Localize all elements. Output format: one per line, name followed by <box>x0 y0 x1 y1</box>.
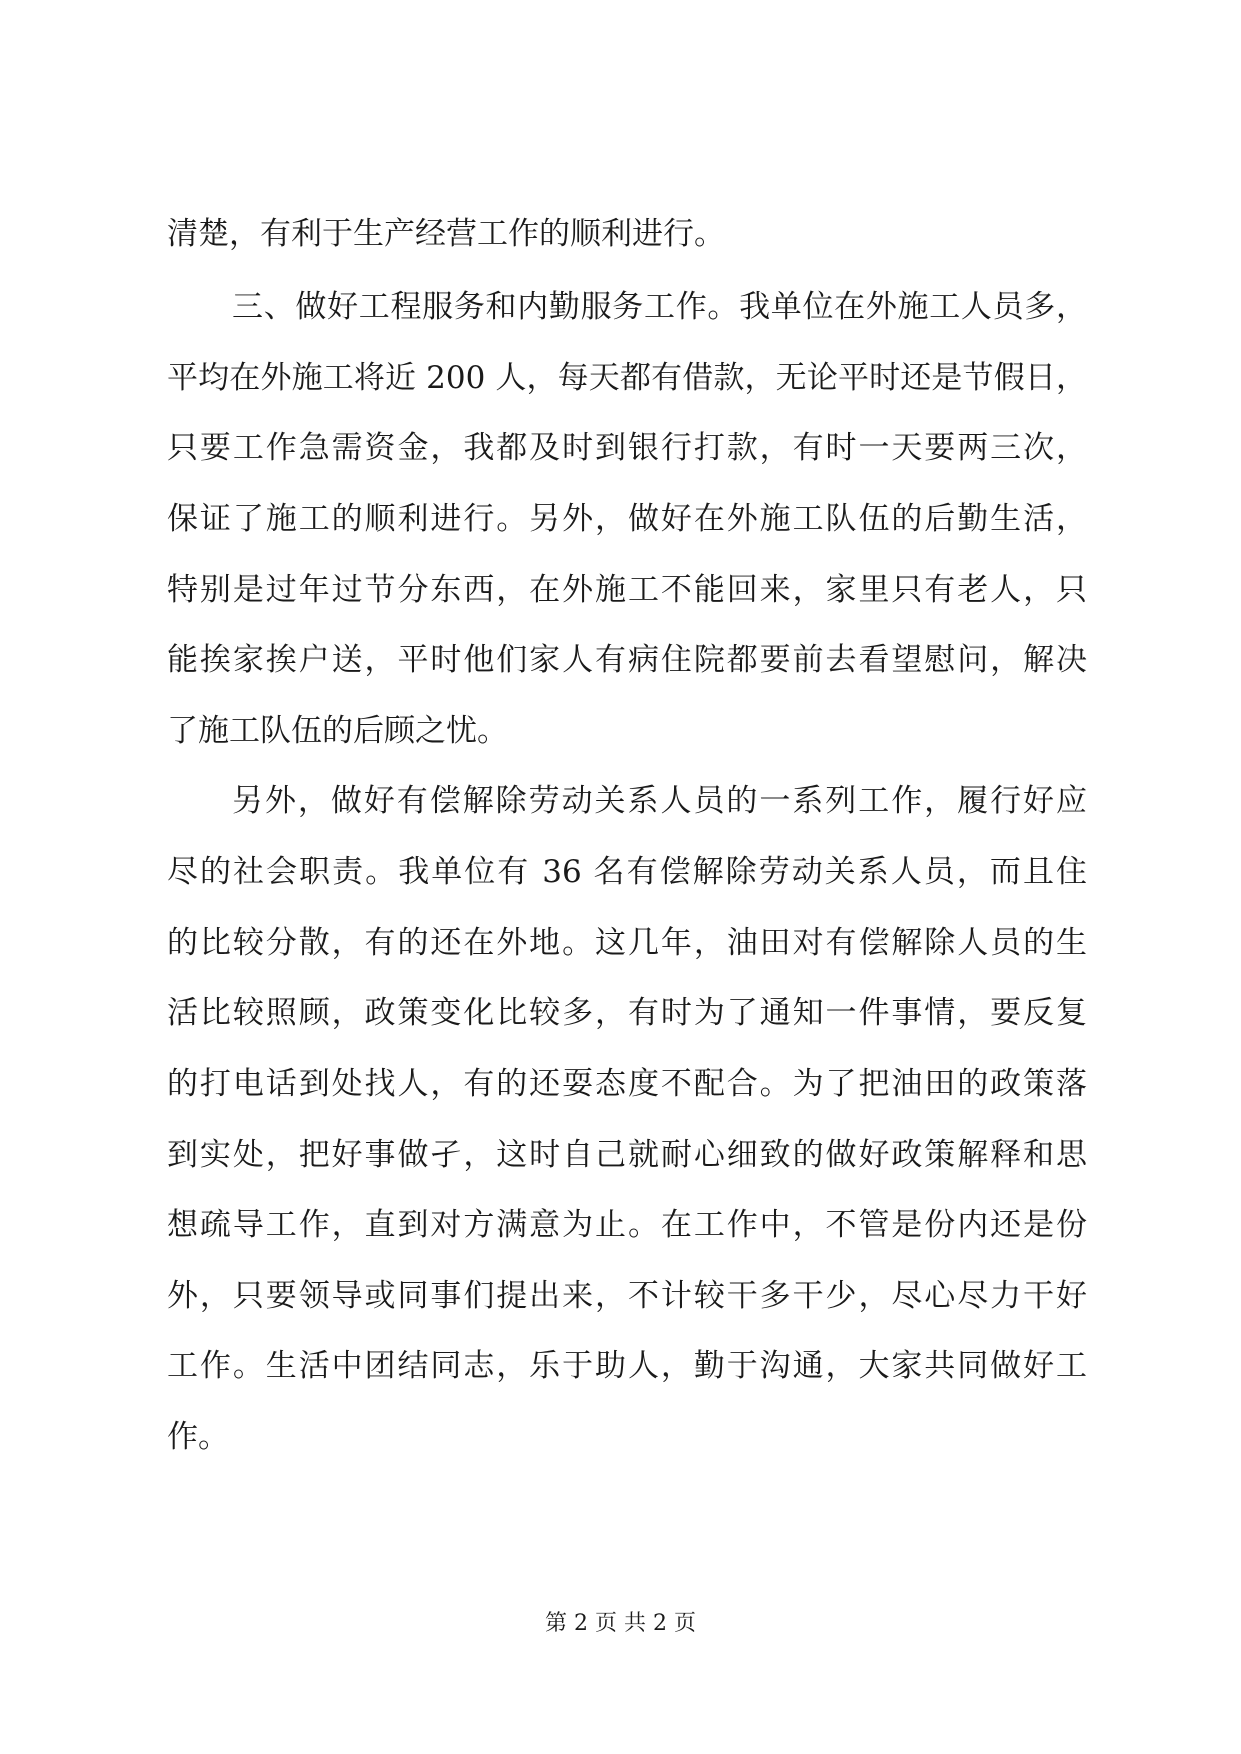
paragraph-line: 了施工队伍的后顾之忧。 <box>167 713 508 749</box>
paragraph-line: 作。 <box>167 1419 229 1455</box>
paragraph-line: 活比较照顾，政策变化比较多，有时为了通知一件事情，要反复 <box>167 995 1087 1031</box>
paragraph-line: 特别是过年过节分东西，在外施工不能回来，家里只有老人，只 <box>167 572 1087 608</box>
paragraph-line: 能挨家挨户送，平时他们家人有病住院都要前去看望慰问，解决 <box>167 642 1087 678</box>
paragraph-line: 想疏导工作，直到对方满意为止。在工作中，不管是份内还是份 <box>167 1207 1087 1243</box>
paragraph-line: 只要工作急需资金，我都及时到银行打款，有时一天要两三次， <box>167 430 1087 466</box>
paragraph-line: 的打电话到处找人，有的还耍态度不配合。为了把油田的政策落 <box>167 1066 1087 1102</box>
paragraph-line: 清楚，有利于生产经营工作的顺利进行。 <box>167 216 725 252</box>
paragraph-line: 到实处，把好事做孑，这时自己就耐心细致的做好政策解释和思 <box>167 1137 1087 1173</box>
paragraph-line: 三、做好工程服务和内勤服务工作。我单位在外施工人员多， <box>232 289 1087 325</box>
page-footer: 第 2 页 共 2 页 <box>545 1611 696 1636</box>
paragraph-line: 保证了施工的顺利进行。另外，做好在外施工队伍的后勤生活， <box>167 501 1087 537</box>
paragraph-line: 平均在外施工将近 200 人，每天都有借款，无论平时还是节假日， <box>167 360 1087 396</box>
paragraph-line: 外，只要领导或同事们提出来，不计较干多干少，尽心尽力干好 <box>167 1278 1087 1314</box>
paragraph-line: 工作。生活中团结同志，乐于助人，勤于沟通，大家共同做好工 <box>167 1348 1087 1384</box>
paragraph-line: 的比较分散，有的还在外地。这几年，油田对有偿解除人员的生 <box>167 925 1087 961</box>
paragraph-line: 另外，做好有偿解除劳动关系人员的一系列工作，履行好应 <box>232 783 1087 819</box>
paragraph-line: 尽的社会职责。我单位有 36 名有偿解除劳动关系人员，而且住 <box>167 854 1087 890</box>
